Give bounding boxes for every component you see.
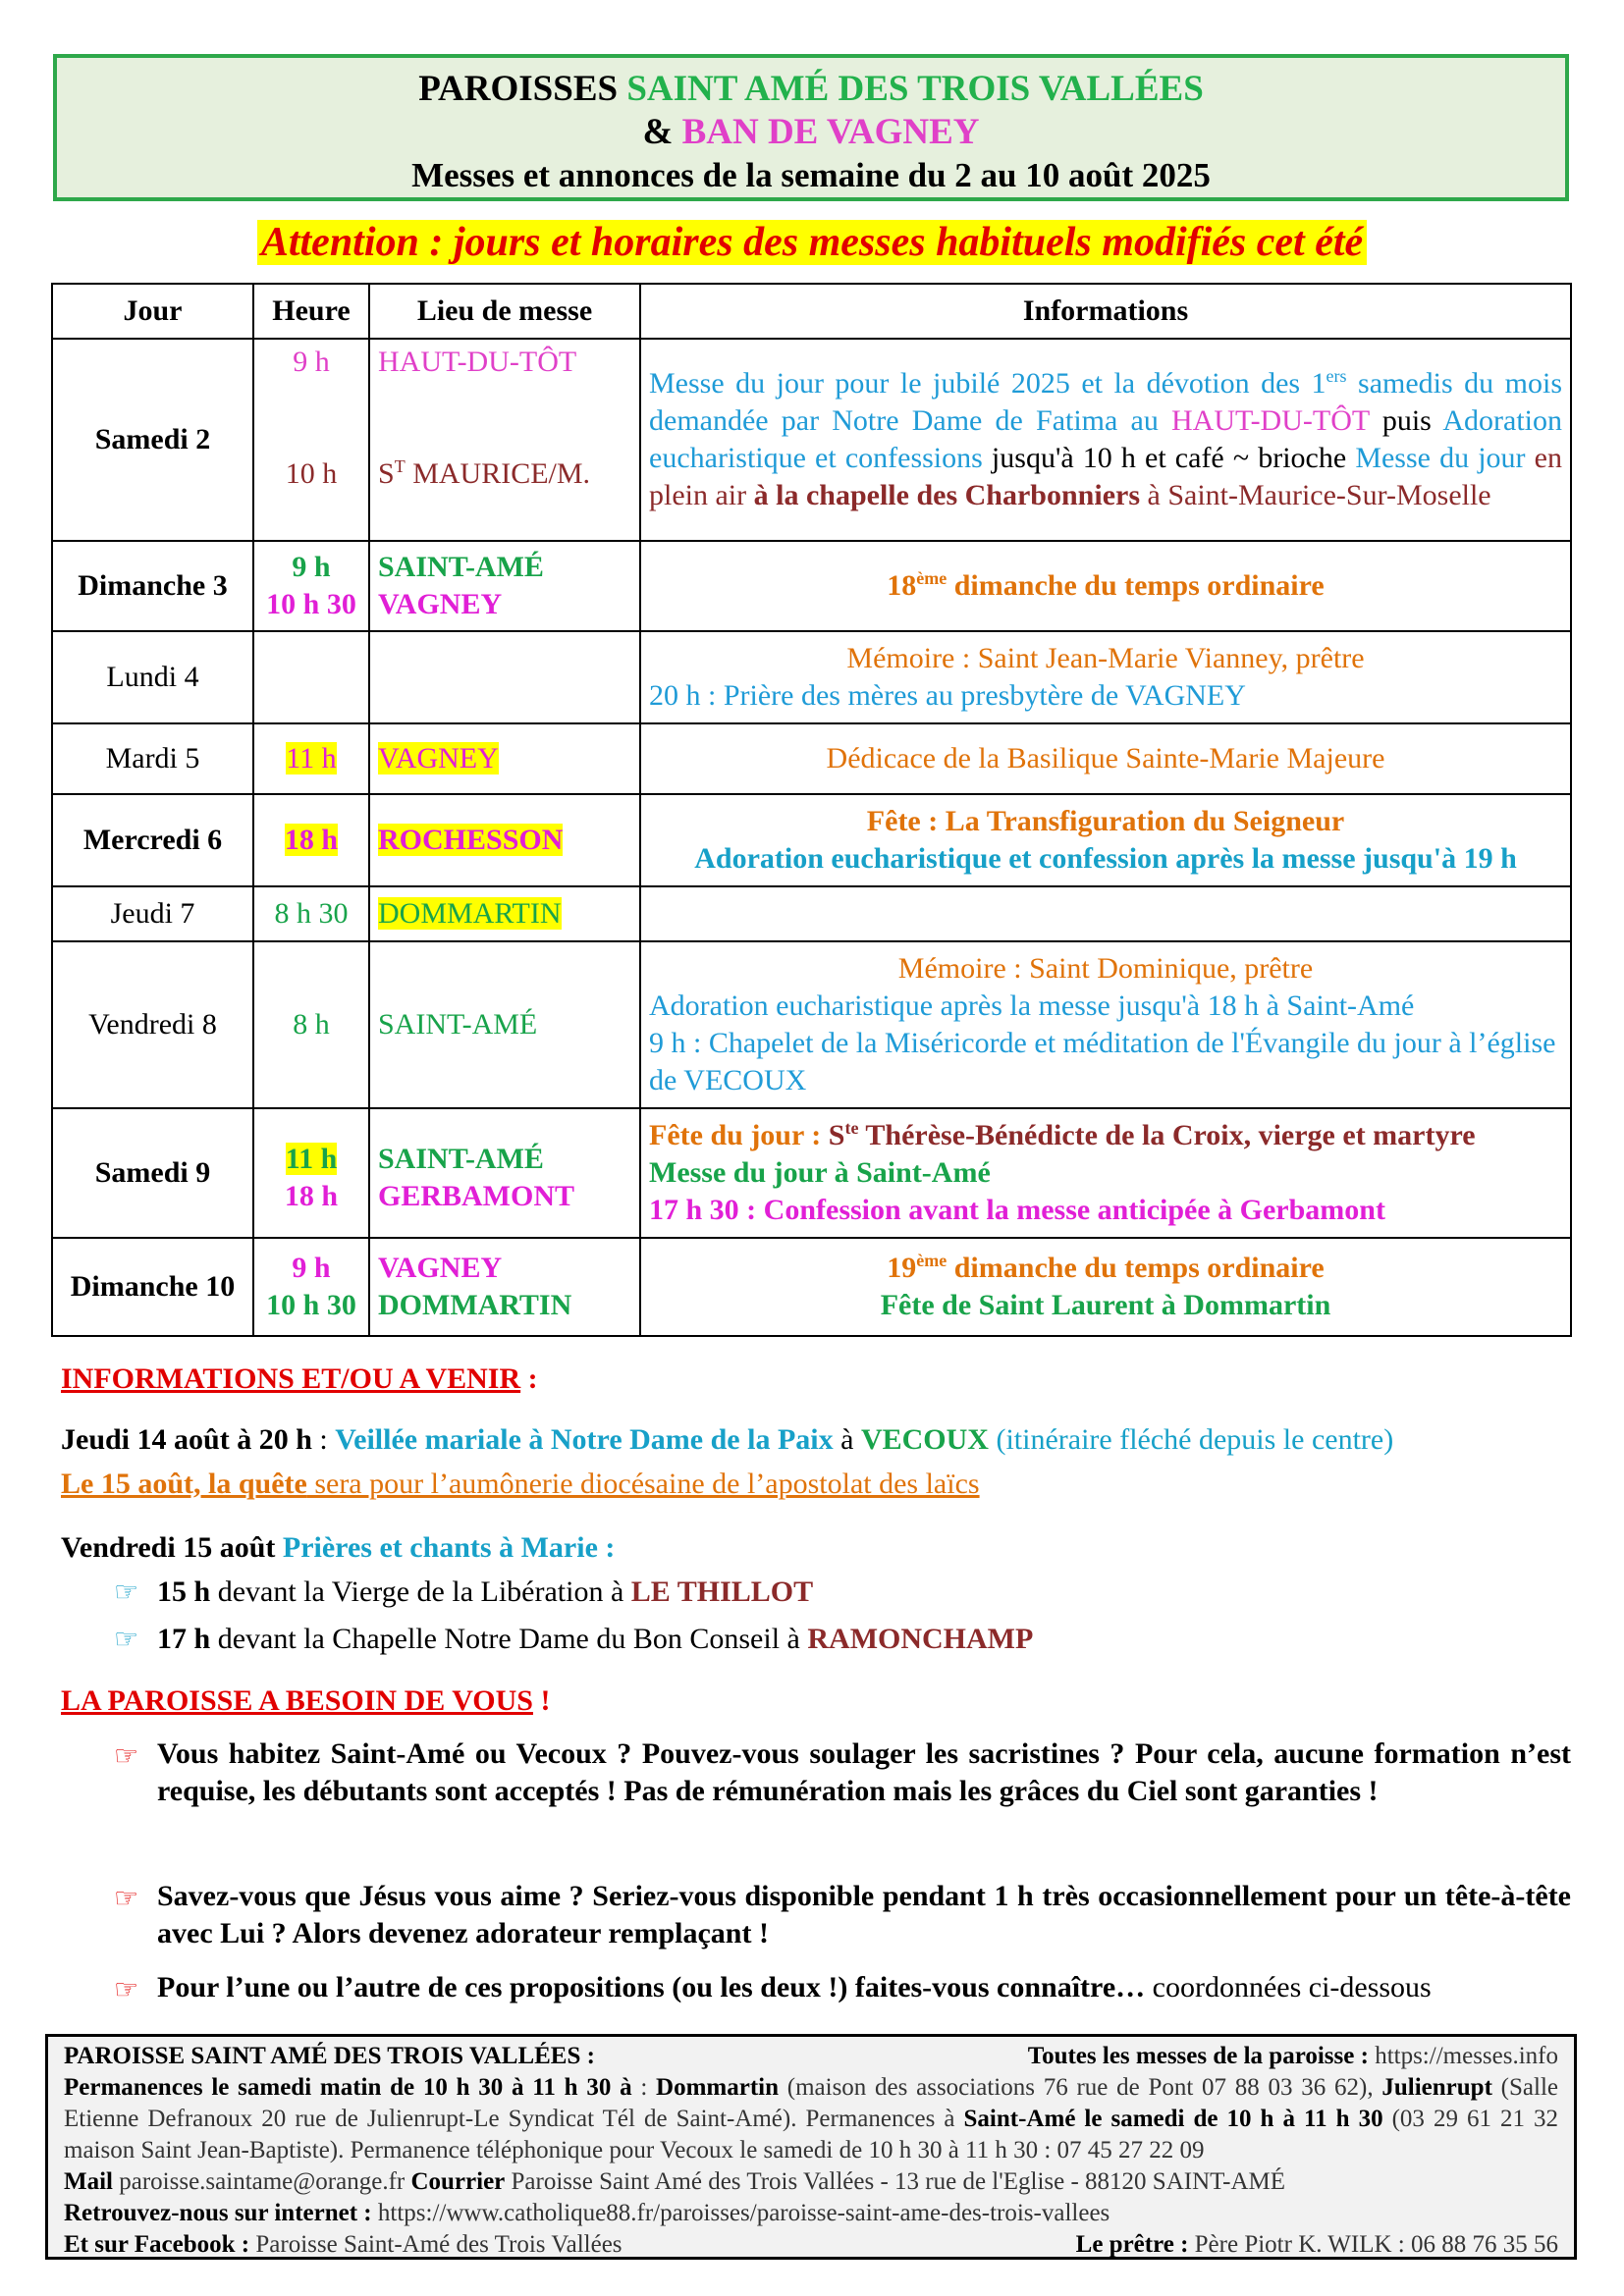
info-text: Jeudi 14 août à 20 h bbox=[61, 1423, 312, 1456]
info-text: Mémoire : Saint Dominique, prêtre bbox=[897, 952, 1314, 985]
footer-parish-name: PAROISSE SAINT AMÉ DES TROIS VALLÉES : bbox=[64, 2043, 595, 2069]
info-cell bbox=[640, 886, 1571, 941]
footer-text: Dommartin bbox=[656, 2074, 780, 2101]
place-1: ROCHESSON bbox=[378, 824, 564, 856]
place-cell bbox=[369, 1238, 640, 1336]
attention-banner bbox=[0, 218, 1624, 267]
info-text: Fête du jour : bbox=[649, 1119, 829, 1151]
info-cell bbox=[640, 794, 1571, 886]
footer-label: Et sur Facebook : bbox=[64, 2231, 250, 2258]
place-1: VAGNEY bbox=[378, 742, 499, 774]
info-text: Veillée mariale à Notre Dame de la Paix bbox=[335, 1423, 834, 1456]
info-text: Adoration eucharistique après la messe jusqu'à 18 h à Saint-Amé bbox=[649, 989, 1415, 1022]
besoin-para-3 bbox=[157, 1969, 1571, 2006]
place-2-s: S bbox=[378, 457, 395, 490]
infos-title-colon: : bbox=[520, 1362, 538, 1395]
place-1: SAINT-AMÉ bbox=[378, 1143, 544, 1175]
info-text: Pour l’une ou l’autre de ces propositions (ou les deux !) faites-vous connaître… bbox=[157, 1971, 1146, 2003]
hour-2: 10 h 30 bbox=[266, 1289, 356, 1321]
info-text: RAMONCHAMP bbox=[807, 1623, 1034, 1655]
info-cell bbox=[640, 1108, 1571, 1238]
footer-text: Paroisse Saint Amé des Trois Vallées - 13 rue de l'Eglise - 88120 SAINT-AMÉ bbox=[505, 2168, 1286, 2195]
footer-url[interactable]: https://messes.info bbox=[1368, 2043, 1558, 2069]
attention-text: Attention : jours et horaires des messes habituels modifiés cet été bbox=[257, 220, 1367, 265]
info-text: devant la Chapelle Notre Dame du Bon Conseil à bbox=[210, 1623, 808, 1655]
info-text: 19 bbox=[887, 1252, 917, 1284]
hour-cell bbox=[253, 1108, 369, 1238]
footer-text: : bbox=[631, 2074, 657, 2101]
footer-priest bbox=[1076, 2229, 1558, 2261]
info-jeudi-14 bbox=[61, 1420, 1573, 1460]
info-text: Prières et chants à Marie : bbox=[275, 1531, 616, 1564]
info-text: en plein air bbox=[649, 442, 1562, 511]
info-text: 18 bbox=[887, 569, 917, 602]
hour-cell: 8 h bbox=[253, 941, 369, 1108]
info-sup: ers bbox=[1326, 366, 1347, 386]
hand-pointer-icon: ☞ bbox=[114, 1975, 139, 2005]
hour-cell: 8 h 30 bbox=[253, 886, 369, 941]
footer-label: Le prêtre : bbox=[1075, 2231, 1189, 2258]
table-row bbox=[52, 1238, 1571, 1336]
info-text: 9 h : Chapelet de la Miséricorde et méditation de l'Évangile du jour à l’église de VECOUX bbox=[649, 1027, 1556, 1096]
place-cell: SAINT-AMÉ bbox=[369, 941, 640, 1108]
day-cell: Mercredi 6 bbox=[52, 794, 253, 886]
table-header-row bbox=[52, 284, 1571, 339]
place-cell bbox=[369, 631, 640, 723]
footer-text: Permanences le samedi matin de 10 h 30 à 11 h 30 à bbox=[64, 2074, 632, 2101]
col-header-informations: Informations bbox=[640, 284, 1571, 339]
info-sup: ème bbox=[916, 568, 947, 588]
info-bullet-2 bbox=[157, 1621, 1571, 1658]
info-sup: te bbox=[844, 1118, 859, 1138]
info-text: sera pour l’aumônerie diocésaine de l’apostolat des laïcs bbox=[306, 1468, 980, 1500]
info-text: 15 h bbox=[157, 1575, 211, 1608]
info-text: Adoration eucharistique et confession après la messe jusqu'à 19 h bbox=[694, 842, 1517, 875]
infos-title-text: INFORMATIONS ET/OU A VENIR bbox=[61, 1362, 521, 1395]
info-text: à bbox=[833, 1423, 861, 1456]
header-line-2 bbox=[57, 111, 1565, 154]
table-row bbox=[52, 631, 1571, 723]
col-header-lieu: Lieu de messe bbox=[369, 284, 640, 339]
day-cell: Dimanche 3 bbox=[52, 541, 253, 631]
info-cell bbox=[640, 339, 1571, 541]
hour-cell bbox=[253, 339, 369, 541]
info-text: samedis du mois demandée par Notre Dame de Fatima au bbox=[649, 367, 1562, 437]
footer-text[interactable]: Paroisse Saint-Amé des Trois Vallées bbox=[249, 2231, 623, 2258]
hand-pointer-icon: ☞ bbox=[114, 1577, 139, 1608]
info-text: Thérèse-Bénédicte de la Croix, vierge et martyre bbox=[858, 1119, 1476, 1151]
place-cell bbox=[369, 541, 640, 631]
hour-1: 9 h bbox=[293, 346, 330, 378]
hour-2: 10 h 30 bbox=[266, 588, 356, 620]
info-vendredi-15 bbox=[61, 1528, 1573, 1568]
info-text: à la chapelle des Charbonniers bbox=[753, 479, 1140, 511]
info-text: jusqu'à 10 h et café ~ brioche bbox=[982, 442, 1356, 474]
besoin-title-excl: ! bbox=[532, 1684, 551, 1717]
place-cell bbox=[369, 794, 640, 886]
header-box bbox=[53, 54, 1569, 201]
info-cell bbox=[640, 631, 1571, 723]
info-bullet-1 bbox=[157, 1574, 1571, 1611]
footer-text: (Salle Etienne Defranoux 20 rue de Julienrupt-Le Syndicat Tél de Saint-Amé). Permanences à bbox=[64, 2074, 1558, 2132]
info-text: LE THILLOT bbox=[630, 1575, 814, 1608]
info-text: 20 h : Prière des mères au presbytère de VAGNEY bbox=[649, 679, 1246, 712]
footer-contact bbox=[64, 2166, 1558, 2198]
info-cell bbox=[640, 1238, 1571, 1336]
place-cell bbox=[369, 1108, 640, 1238]
mass-schedule-table bbox=[51, 283, 1572, 1337]
footer-text: Julienrupt bbox=[1381, 2074, 1492, 2101]
footer-email[interactable]: paroisse.saintame@orange.fr bbox=[113, 2168, 411, 2195]
header-line-3: Messes et annonces de la semaine du 2 au 10 août 2025 bbox=[411, 156, 1211, 194]
hour-2: 18 h bbox=[284, 1180, 339, 1212]
footer-box bbox=[45, 2034, 1577, 2260]
table-row bbox=[52, 339, 1571, 541]
place-1: HAUT-DU-TÔT bbox=[378, 346, 577, 378]
info-text: Adoration eucharistique et confessions bbox=[649, 404, 1562, 474]
hand-pointer-icon: ☞ bbox=[114, 1625, 139, 1655]
place-1: SAINT-AMÉ bbox=[378, 551, 544, 583]
place-2-rest: MAURICE/M. bbox=[405, 457, 591, 490]
info-quete bbox=[61, 1465, 1573, 1504]
day-cell: Lundi 4 bbox=[52, 631, 253, 723]
hour-cell bbox=[253, 631, 369, 723]
footer-text: Saint-Amé le samedi de 10 h à 11 h 30 bbox=[963, 2106, 1383, 2132]
info-text: : bbox=[311, 1423, 336, 1456]
besoin-title-text: LA PAROISSE A BESOIN DE VOUS bbox=[61, 1684, 533, 1717]
info-text: VECOUX bbox=[860, 1423, 989, 1456]
footer-label: Toutes les messes de la paroisse : bbox=[1027, 2043, 1369, 2069]
info-text: dimanche du temps ordinaire bbox=[947, 1252, 1325, 1284]
footer-row-1 bbox=[64, 2041, 1558, 2072]
info-text: Le 15 août, la quête bbox=[61, 1468, 307, 1500]
place-1: DOMMARTIN bbox=[378, 897, 562, 930]
header-paroisses: PAROISSES bbox=[418, 69, 627, 109]
besoin-title bbox=[61, 1682, 1573, 1721]
info-text: Messe du jour pour le jubilé 2025 et la dévotion des 1 bbox=[649, 367, 1326, 400]
footer-url[interactable]: https://www.catholique88.fr/paroisses/paroisse-saint-ame-des-trois-vallees bbox=[371, 2200, 1110, 2226]
besoin-para-2: Savez-vous que Jésus vous aime ? Seriez-vous disponible pendant 1 h très occasionnellement pour un tête-à-tête avec Lui ? Alors devenez adorateur remplaçant ! bbox=[157, 1880, 1571, 1949]
info-cell: Dédicace de la Basilique Sainte-Marie Majeure bbox=[640, 723, 1571, 794]
info-text: Messe du jour bbox=[1355, 442, 1526, 474]
header-saint-ame: SAINT AMÉ DES TROIS VALLÉES bbox=[626, 69, 1204, 109]
footer-text: Père Piotr K. WILK : 06 88 76 35 56 bbox=[1188, 2231, 1558, 2258]
day-cell: Vendredi 8 bbox=[52, 941, 253, 1108]
info-text: devant la Vierge de la Libération à bbox=[210, 1575, 631, 1608]
info-text: 17 h bbox=[157, 1623, 211, 1655]
place-2: GERBAMONT bbox=[378, 1180, 575, 1212]
table-row bbox=[52, 941, 1571, 1108]
info-cell bbox=[640, 541, 1571, 631]
info-text: Vendredi 15 août bbox=[61, 1531, 276, 1564]
info-text: Mémoire : Saint Jean-Marie Vianney, prêtre bbox=[846, 642, 1365, 674]
hour-cell bbox=[253, 723, 369, 794]
info-text: S bbox=[828, 1119, 845, 1151]
table-row bbox=[52, 1108, 1571, 1238]
place-cell bbox=[369, 886, 640, 941]
place-2 bbox=[378, 455, 631, 493]
place-cell bbox=[369, 723, 640, 794]
info-cell bbox=[640, 941, 1571, 1108]
infos-title bbox=[61, 1360, 1573, 1399]
hour-1: 11 h bbox=[285, 1143, 338, 1175]
info-text: à Saint-Maurice-Sur-Moselle bbox=[1140, 479, 1491, 511]
info-text: 17 h 30 : Confession avant la messe anticipée à Gerbamont bbox=[649, 1194, 1385, 1226]
hour-1: 11 h bbox=[286, 742, 337, 774]
footer-facebook bbox=[64, 2229, 623, 2261]
hour-2: 10 h bbox=[285, 457, 338, 490]
header-line-1 bbox=[57, 68, 1565, 111]
day-cell: Samedi 2 bbox=[52, 339, 253, 541]
table-row bbox=[52, 794, 1571, 886]
col-header-jour: Jour bbox=[52, 284, 253, 339]
table-row bbox=[52, 886, 1571, 941]
hand-pointer-icon: ☞ bbox=[114, 1741, 139, 1772]
day-cell: Mardi 5 bbox=[52, 723, 253, 794]
table-row bbox=[52, 723, 1571, 794]
besoin-para-1: Vous habitez Saint-Amé ou Vecoux ? Pouvez-vous soulager les sacristines ? Pour cela, aucune formation n’est requise, les débutants sont acceptés ! Pas de rémunération mais les grâces du Ciel sont garanties ! bbox=[157, 1737, 1571, 1807]
info-text: Fête : La Transfiguration du Seigneur bbox=[866, 805, 1345, 837]
hour-1: 9 h bbox=[292, 551, 331, 583]
hour-cell bbox=[253, 794, 369, 886]
footer-row-last bbox=[64, 2229, 1558, 2261]
footer-permanences bbox=[64, 2072, 1558, 2166]
hour-cell bbox=[253, 541, 369, 631]
footer-label: Courrier bbox=[410, 2168, 506, 2195]
hour-1: 18 h bbox=[284, 824, 339, 856]
header-amp: & bbox=[642, 112, 682, 152]
day-cell: Jeudi 7 bbox=[52, 886, 253, 941]
footer-label: Retrouvez-nous sur internet : bbox=[64, 2200, 372, 2226]
info-text: coordonnées ci-dessous bbox=[1145, 1971, 1432, 2003]
info-text: (itinéraire fléché depuis le centre) bbox=[988, 1423, 1394, 1456]
place-2-sup: T bbox=[394, 456, 406, 476]
day-cell: Dimanche 10 bbox=[52, 1238, 253, 1336]
hour-1: 9 h bbox=[292, 1252, 331, 1284]
info-text: dimanche du temps ordinaire bbox=[947, 569, 1325, 602]
footer-label: Mail bbox=[64, 2168, 113, 2195]
place-2: VAGNEY bbox=[378, 588, 503, 620]
info-sup: ème bbox=[916, 1251, 947, 1270]
hour-cell bbox=[253, 1238, 369, 1336]
info-text: puis bbox=[1369, 404, 1443, 437]
table-row bbox=[52, 541, 1571, 631]
day-cell: Samedi 9 bbox=[52, 1108, 253, 1238]
col-header-heure: Heure bbox=[253, 284, 369, 339]
header-ban-de-vagney: BAN DE VAGNEY bbox=[681, 112, 980, 152]
info-place: HAUT-DU-TÔT bbox=[1171, 404, 1370, 437]
info-text: Fête de Saint Laurent à Dommartin bbox=[880, 1289, 1331, 1321]
footer-text: (03 29 61 21 32 maison Saint Jean-Baptiste). Permanence téléphonique pour Vecoux le samedi de 10 h 30 à 11 h 30 : 07 45 27 22 09 bbox=[64, 2106, 1559, 2163]
hand-pointer-icon: ☞ bbox=[114, 1884, 139, 1914]
place-1: VAGNEY bbox=[378, 1252, 503, 1284]
info-text: Messe du jour à Saint-Amé bbox=[649, 1156, 991, 1189]
footer-messes-link bbox=[1028, 2041, 1558, 2072]
footer-web bbox=[64, 2198, 1558, 2229]
place-2: DOMMARTIN bbox=[378, 1289, 572, 1321]
footer-text: (maison des associations 76 rue de Pont 07 88 03 36 62), bbox=[779, 2074, 1382, 2101]
place-cell bbox=[369, 339, 640, 541]
